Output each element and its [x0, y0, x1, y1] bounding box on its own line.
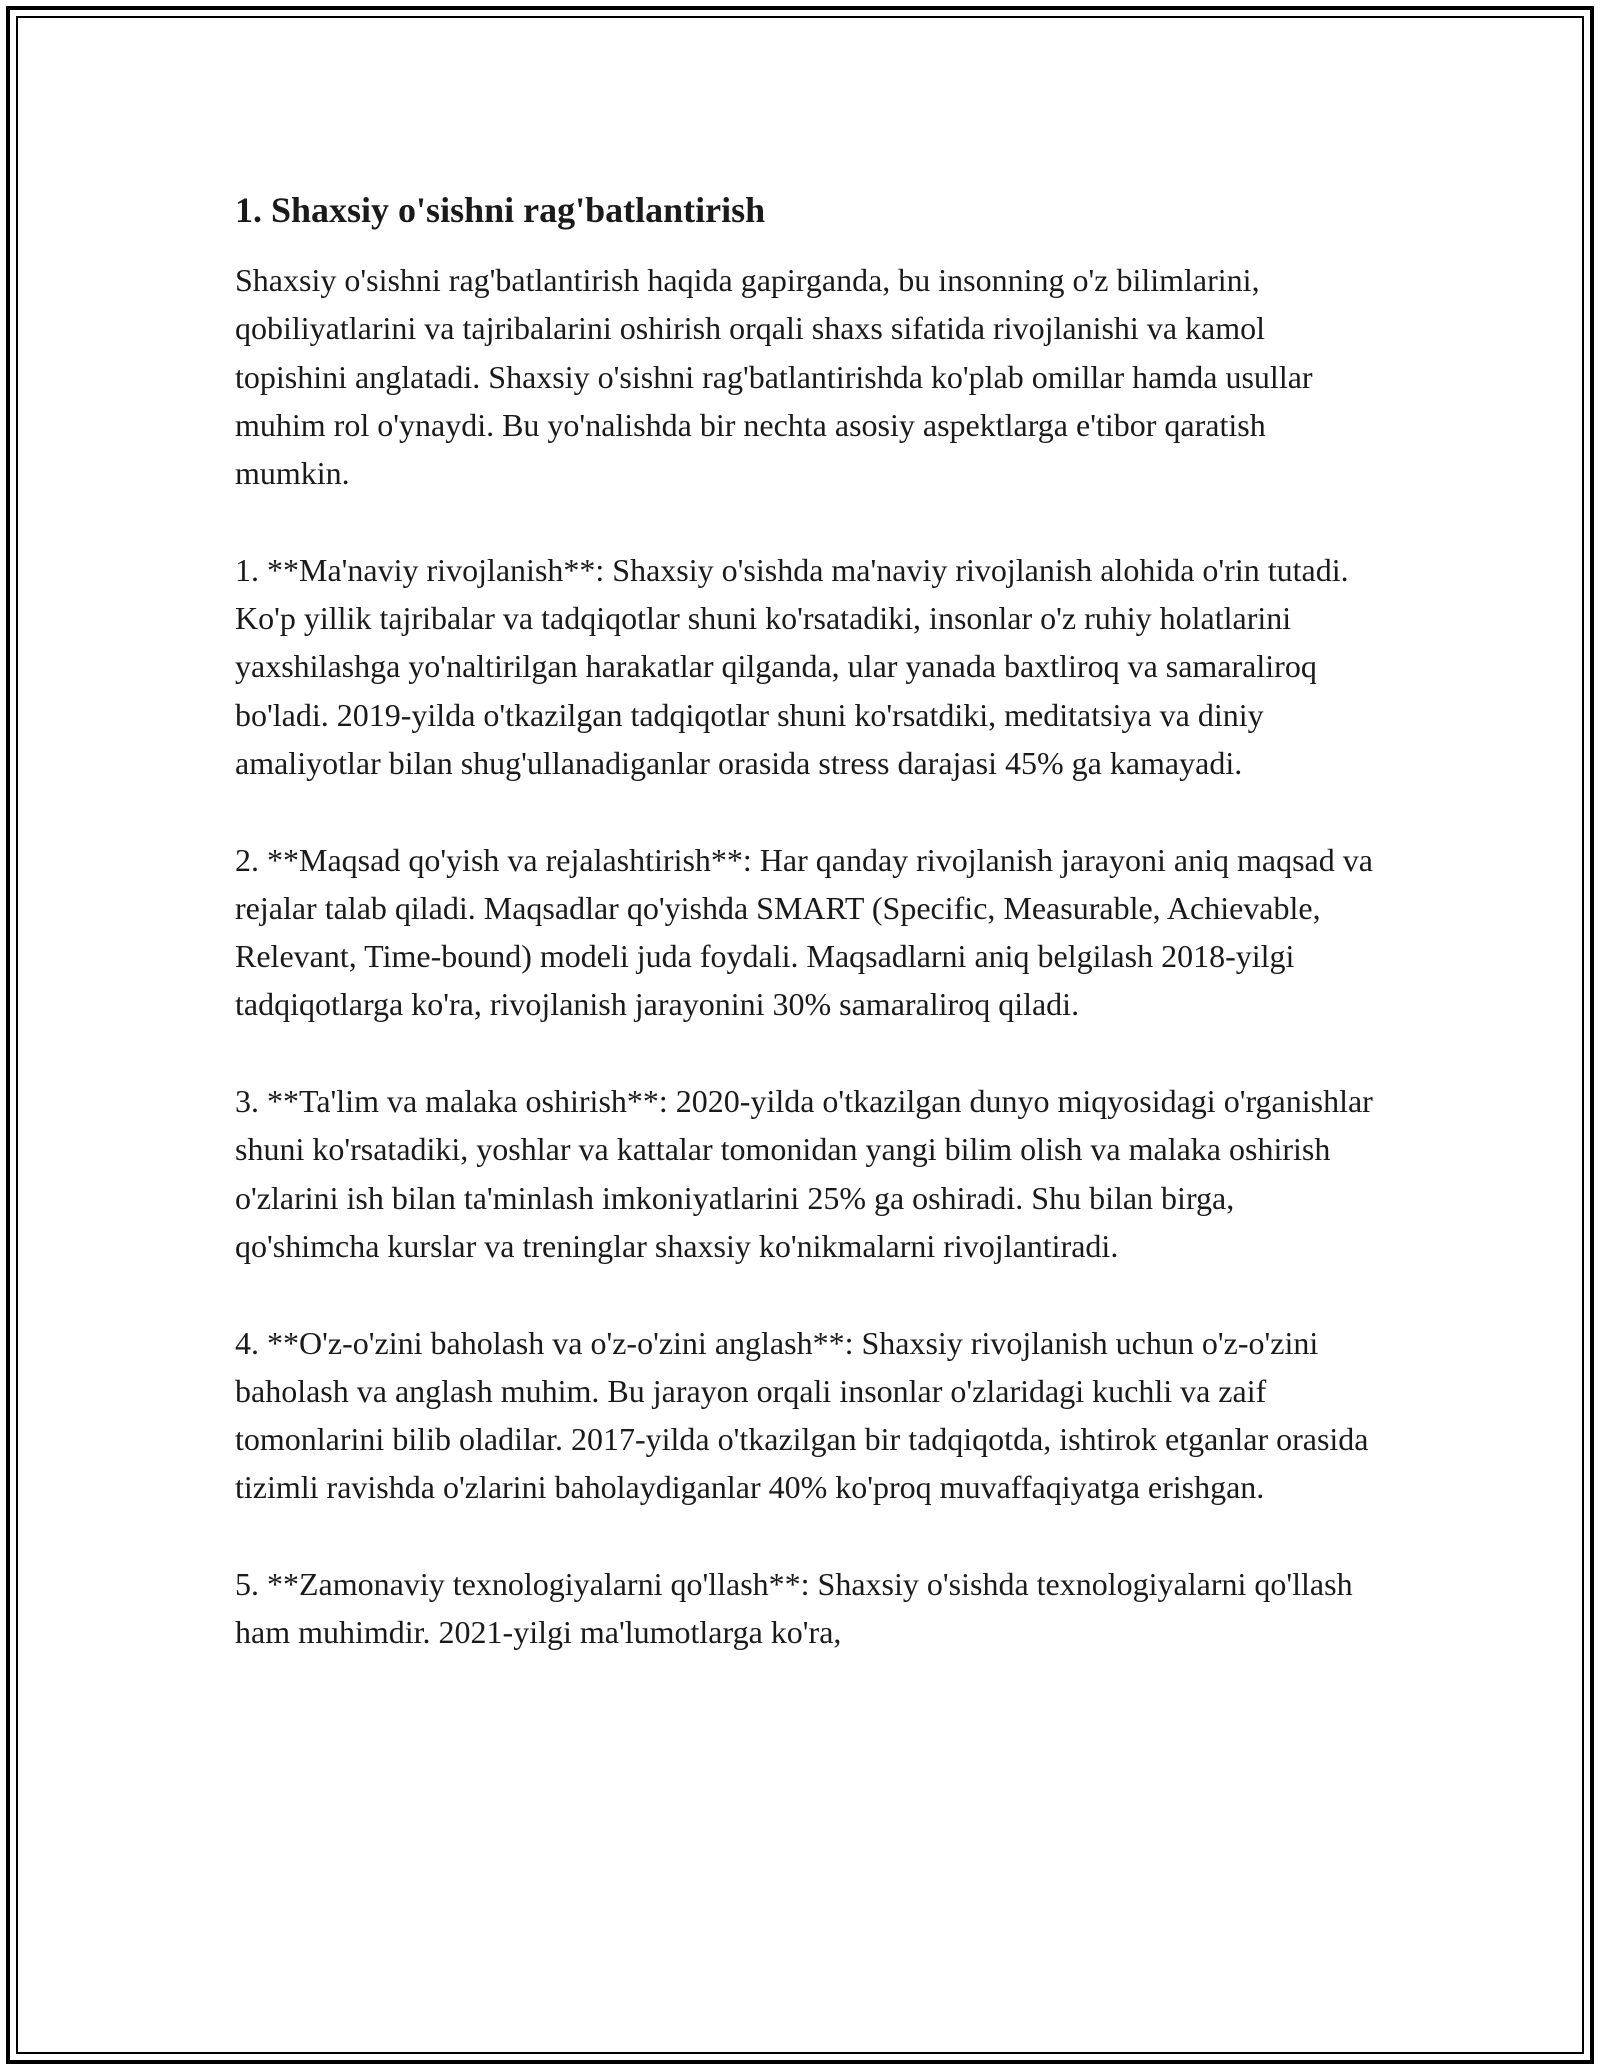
- point-5-paragraph: 5. **Zamonaviy texnologiyalarni qo'llash**: Shaxsiy o'sishda texnologiyalarni qo'llash ham muhimdir. 2021-yilgi ma'lumotlarga ko'ra,: [235, 1566, 1353, 1651]
- point-1-paragraph: 1. **Ma'naviy rivojlanish**: Shaxsiy o'sishda ma'naviy rivojlanish alohida o'rin tutadi. Ko'p yillik tajribalar va tadqiqotlar shuni ko'rsatadiki, insonlar o'z ruhiy holatlarini yaxshilashga yo'naltirilgan harakatlar qilganda, ular yanada baxtliroq va samaraliroq bo'ladi. 2019-yilda o'tkazilgan tadqiqotlar shuni ko'rsatdiki, meditatsiya va diniy amaliyotlar bilan shug'ullanadiganlar orasida stress darajasi 45% ga kamayadi.: [235, 551, 1349, 781]
- point-4-paragraph: 4. **O'z-o'zini baholash va o'z-o'zini anglash**: Shaxsiy rivojlanish uchun o'z-o'zini baholash va anglash muhim. Bu jarayon orqali insonlar o'zlaridagi kuchli va zaif tomonlarini bilib oladilar. 2017-yilda o'tkazilgan bir tadqiqotda, ishtirok etganlar orasida tizimli ravishda o'zlarini baholaydiganlar 40% ko'proq muvaffaqiyatga erishgan.: [235, 1324, 1369, 1506]
- point-3-paragraph: 3. **Ta'lim va malaka oshirish**: 2020-yilda o'tkazilgan dunyo miqyosidagi o'rganishlar shuni ko'rsatadiki, yoshlar va kattalar tomonidan yangi bilim olish va malaka oshirish o'zlarini ish bilan ta'minlash imkoniyatlarini 25% ga oshiradi. Shu bilan birga, qo'shimcha kurslar va treninglar shaxsiy ko'nikmalarni rivojlantiradi.: [235, 1083, 1373, 1264]
- point-2-paragraph: 2. **Maqsad qo'yish va rejalashtirish**: Har qanday rivojlanish jarayoni aniq maqsad va rejalar talab qiladi. Maqsadlar qo'yishda SMART (Specific, Measurable, Achievable, Relevant, Time-bound) modeli juda foydali. Maqsadlarni aniq belgilash 2018-yilgi tadqiqotlarga ko'ra, rivojlanish jarayonini 30% samaraliroq qiladi.: [235, 841, 1373, 1023]
- section-heading: 1. Shaxsiy o'sishni rag'batlantirish: [235, 190, 766, 230]
- intro-paragraph: Shaxsiy o'sishni rag'batlantirish haqida gapirganda, bu insonning o'z bilimlarini, qobiliyatlarini va tajribalarini oshirish orqali shaxs sifatida rivojlanishi va kamol topishini anglatadi. Shaxsiy o'sishni rag'batlantirishda ko'plab omillar hamda usullar muhim rol o'ynaydi. Bu yo'nalishda bir nechta asosiy aspektlarga e'tibor qaratish mumkin.: [235, 262, 1313, 492]
- document-body: [235, 186, 1375, 1705]
